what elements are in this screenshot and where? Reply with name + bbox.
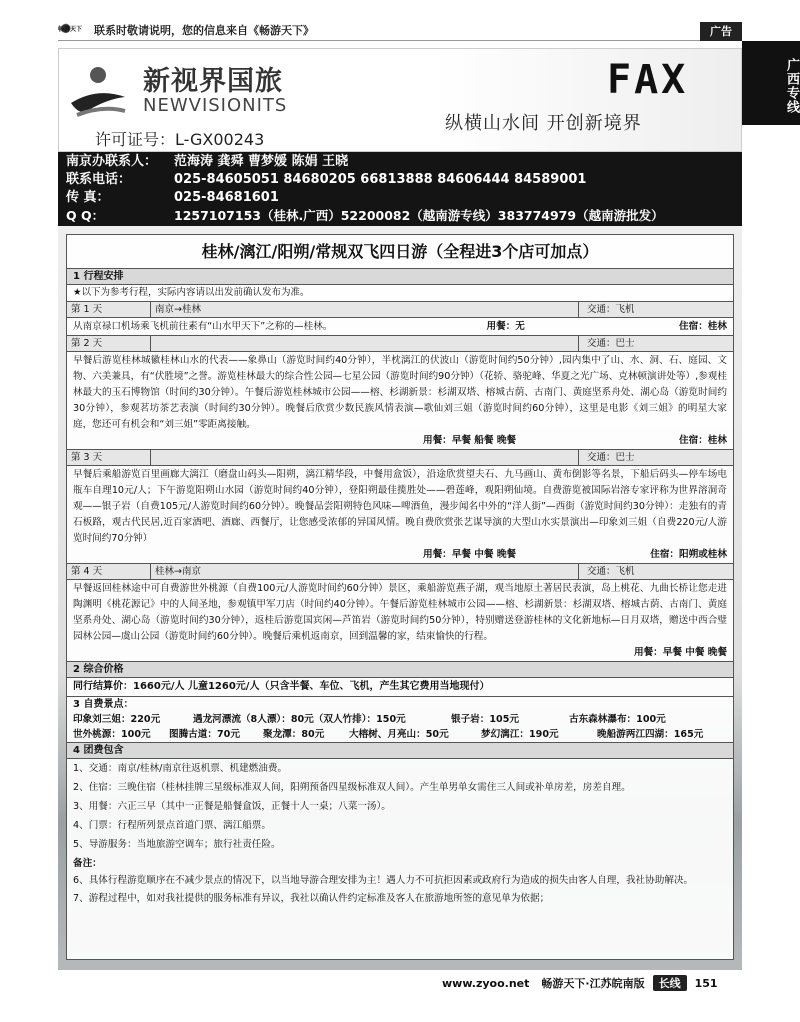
itinerary-panel: [66, 234, 734, 960]
day-row: 第 3 天 交通：巴士: [67, 450, 733, 466]
ad-tab: 广告: [700, 22, 742, 41]
agency-header: [58, 48, 742, 152]
self-pay-grid: 印象刘三姐：220元 遇龙河漂流（8人漂）：80元（双人竹排）：150元 银子岩：105元 古东森林瀑布：100元 世外桃源：100元 图腾古道：70元 聚龙潭：80元 大榕树、月亮山：50元 梦幻漓江：190元 晚船游两江四湖：165元: [67, 712, 733, 743]
day-detail: 从南京禄口机场乘飞机前往素有“山水甲天下”之称的—桂林。 用餐：无 住宿：桂林: [67, 318, 733, 336]
itinerary-frame: [58, 226, 742, 970]
list-item: 3、用餐：六正三早（其中一正餐是船餐盒饭，正餐十人一桌；八菜一汤）。: [73, 801, 391, 812]
list-item: 6、具体行程游览顺序在不减少景点的情况下，以当地导游合理安排为主！遇人力不可抗拒因素或政府行为造成的损失由客人自理，我社协助解决。: [73, 875, 694, 886]
section-includes: 4 团费包含: [67, 743, 733, 759]
page-footer: [442, 975, 718, 991]
category-side-tab: 广西专线: [742, 41, 800, 125]
tour-title: 桂林/漓江/阳朔/常规双飞四日游（全程进3个店可加点）: [67, 235, 733, 269]
day-detail: 早餐后乘船游览百里画廊大漓江（磨盘山码头—阳朔，漓江精华段，中餐用盒饭），沿途欣赏望夫石、九马画山、黄布倒影等名景，下船后码头—停车场电瓶车自理10元/人；下午游览阳朔山水园（游览时间约40分钟），登阳朔最佳揽胜处——碧莲峰，观阳朔仙境。自费游览被国际岩溶专家评称为世界溶洞奇观——银子岩（自费105元/人游览时间约60分钟）。晚餐品尝阳朔特色风味—啤酒鱼，漫步闻名中外的“洋人街”—西街（游览时间约30分钟）：走独有的青石板路，观古代民居,近百家酒吧、酒廊、西餐厅，让您感受浓郁的异国风情。晚自费欣赏张艺谋导演的大型山水实景演出—印象刘三姐（自费220元/人游览时间约70分钟） 用餐：早餐 中餐 晚餐 住宿：阳朔或桂林: [67, 466, 733, 564]
contact-row: 传 真： 025-84681601: [66, 190, 279, 205]
list-item: 5、导游服务：当地旅游空调车；旅行社责任险。: [73, 839, 281, 850]
publication-logo-icon: 畅游天下: [58, 22, 84, 38]
section-itinerary: 1 行程安排: [67, 269, 733, 285]
list-item: 2、住宿：三晚住宿（桂林挂牌三星级标准双人间，阳朔预备四星级标准双人间）。产生单男单女需住三人间或补单房差，房差自理。: [73, 782, 631, 793]
includes-list: [67, 759, 733, 908]
footer-url: www.zyoo.net: [442, 976, 530, 990]
list-item: 7、游程过程中，如对我社提供的服务标准有异议，我社以确认件约定标准及客人在旅游地所签的意见单为依据；: [73, 893, 550, 904]
slogan: 纵横山水间 开创新境界: [445, 113, 642, 134]
list-item: 4、门票：行程所列景点首道门票、漓江船票。: [73, 820, 271, 831]
license-number: 许可证号：L-GX00243: [95, 130, 265, 149]
list-item: 1、交通：南京/桂林/南京往返机票、机建燃油费。: [73, 763, 288, 774]
footer-publication: 畅游天下·江苏皖南版: [541, 977, 645, 990]
footer-section-badge: 长线: [653, 975, 687, 991]
brand-name-cn: 新视界国旅: [143, 66, 283, 97]
agency-logo-icon: [67, 63, 129, 121]
section-self-pay: 3 自费景点：: [73, 699, 134, 710]
day-detail: 早餐返回桂林途中可自费游世外桃源（自费100元/人游览时间约60分钟）景区，乘船游览燕子湖，观当地原土著居民表演，岛上桃花、九曲长桥让您走进陶渊明《桃花源记》中的人间圣地，参观镇甲军刀店（时间约40分钟）。午餐后游览桂林城市公园——榕、杉湖新景：杉湖双塔、榕城古荫、古南门、黄庭坚系舟处、湖心岛（游览时间约30分钟），返桂后游览国宾闲—芦笛岩（游览时间约50分钟），特别赠送登游桂林的文化新地标—日月双塔，赠送中西合璧园林公园—虞山公园（游览时间约60分钟）。晚餐后乘机返南京，回到温馨的家，结束愉快的行程。 用餐：早餐 中餐 晚餐: [67, 580, 733, 662]
day-row: 第 4 天 桂林→南京 交通：飞机: [67, 564, 733, 580]
source-note: 联系时敬请说明，您的信息来自《畅游天下》: [94, 24, 314, 37]
contact-row: Q Q： 1257107153（桂林.广西）52200082（越南游专线）383774979（越南游批发）: [66, 208, 664, 223]
contact-block: [58, 152, 742, 226]
brand-name-en: NEWVISIONITS: [143, 95, 288, 116]
day-detail: 早餐后游览桂林城徽桂林山水的代表——象鼻山（游览时间约40分钟），半枕漓江的伏波山（游览时间约50分钟）,园内集中了山、水、洞、石、庭园、文物、六美兼具，有“伏胜境”之誉。游览桂林最大的综合性公园—七星公园（游览时间约90分钟）（花轿、骆驼峰、华夏之光广场、克林顿演讲处等）,参观桂林最大的玉石博物馆（时间约30分钟）。午餐后游览桂林城市公园——榕、杉湖新景：杉湖双塔、榕城古荫、古南门、黄庭坚系舟处、湖心岛（游览时间约30分钟），参观茗坊茶艺表演（时间约30分钟）。晚餐后欣赏少数民族风情表演—歌仙刘三姐（游览时间约60分钟），这里是电影《刘三姐》的明星大家庭，您还可有机会和“刘三姐”零距离接触。 用餐：早餐 船餐 晚餐 住宿：桂林: [67, 352, 733, 450]
notes-label: 备注：: [73, 858, 102, 869]
price-line: 同行结算价：1660元/人 儿童1260元/人（只含半餐、车位、飞机，产生其它费用当地现付）: [67, 678, 733, 697]
day-row: 第 1 天 南京→桂林 交通：飞机: [67, 302, 733, 318]
section-price: 2 综合价格: [67, 662, 733, 678]
contact-row: 南京办联系人： 范海涛 龚舜 曹梦媛 陈娟 王晓: [66, 154, 349, 169]
page-number: 151: [694, 976, 718, 990]
day-row: 第 2 天 交通：巴士: [67, 336, 733, 352]
top-strip: [58, 20, 742, 41]
itinerary-notice: ★以下为参考行程，实际内容请以出发前确认发布为准。: [67, 285, 733, 302]
fax-label: FAX: [607, 57, 689, 103]
contact-row: 联系电话： 025-84605051 84680205 66813888 84606444 84589001: [66, 172, 587, 187]
